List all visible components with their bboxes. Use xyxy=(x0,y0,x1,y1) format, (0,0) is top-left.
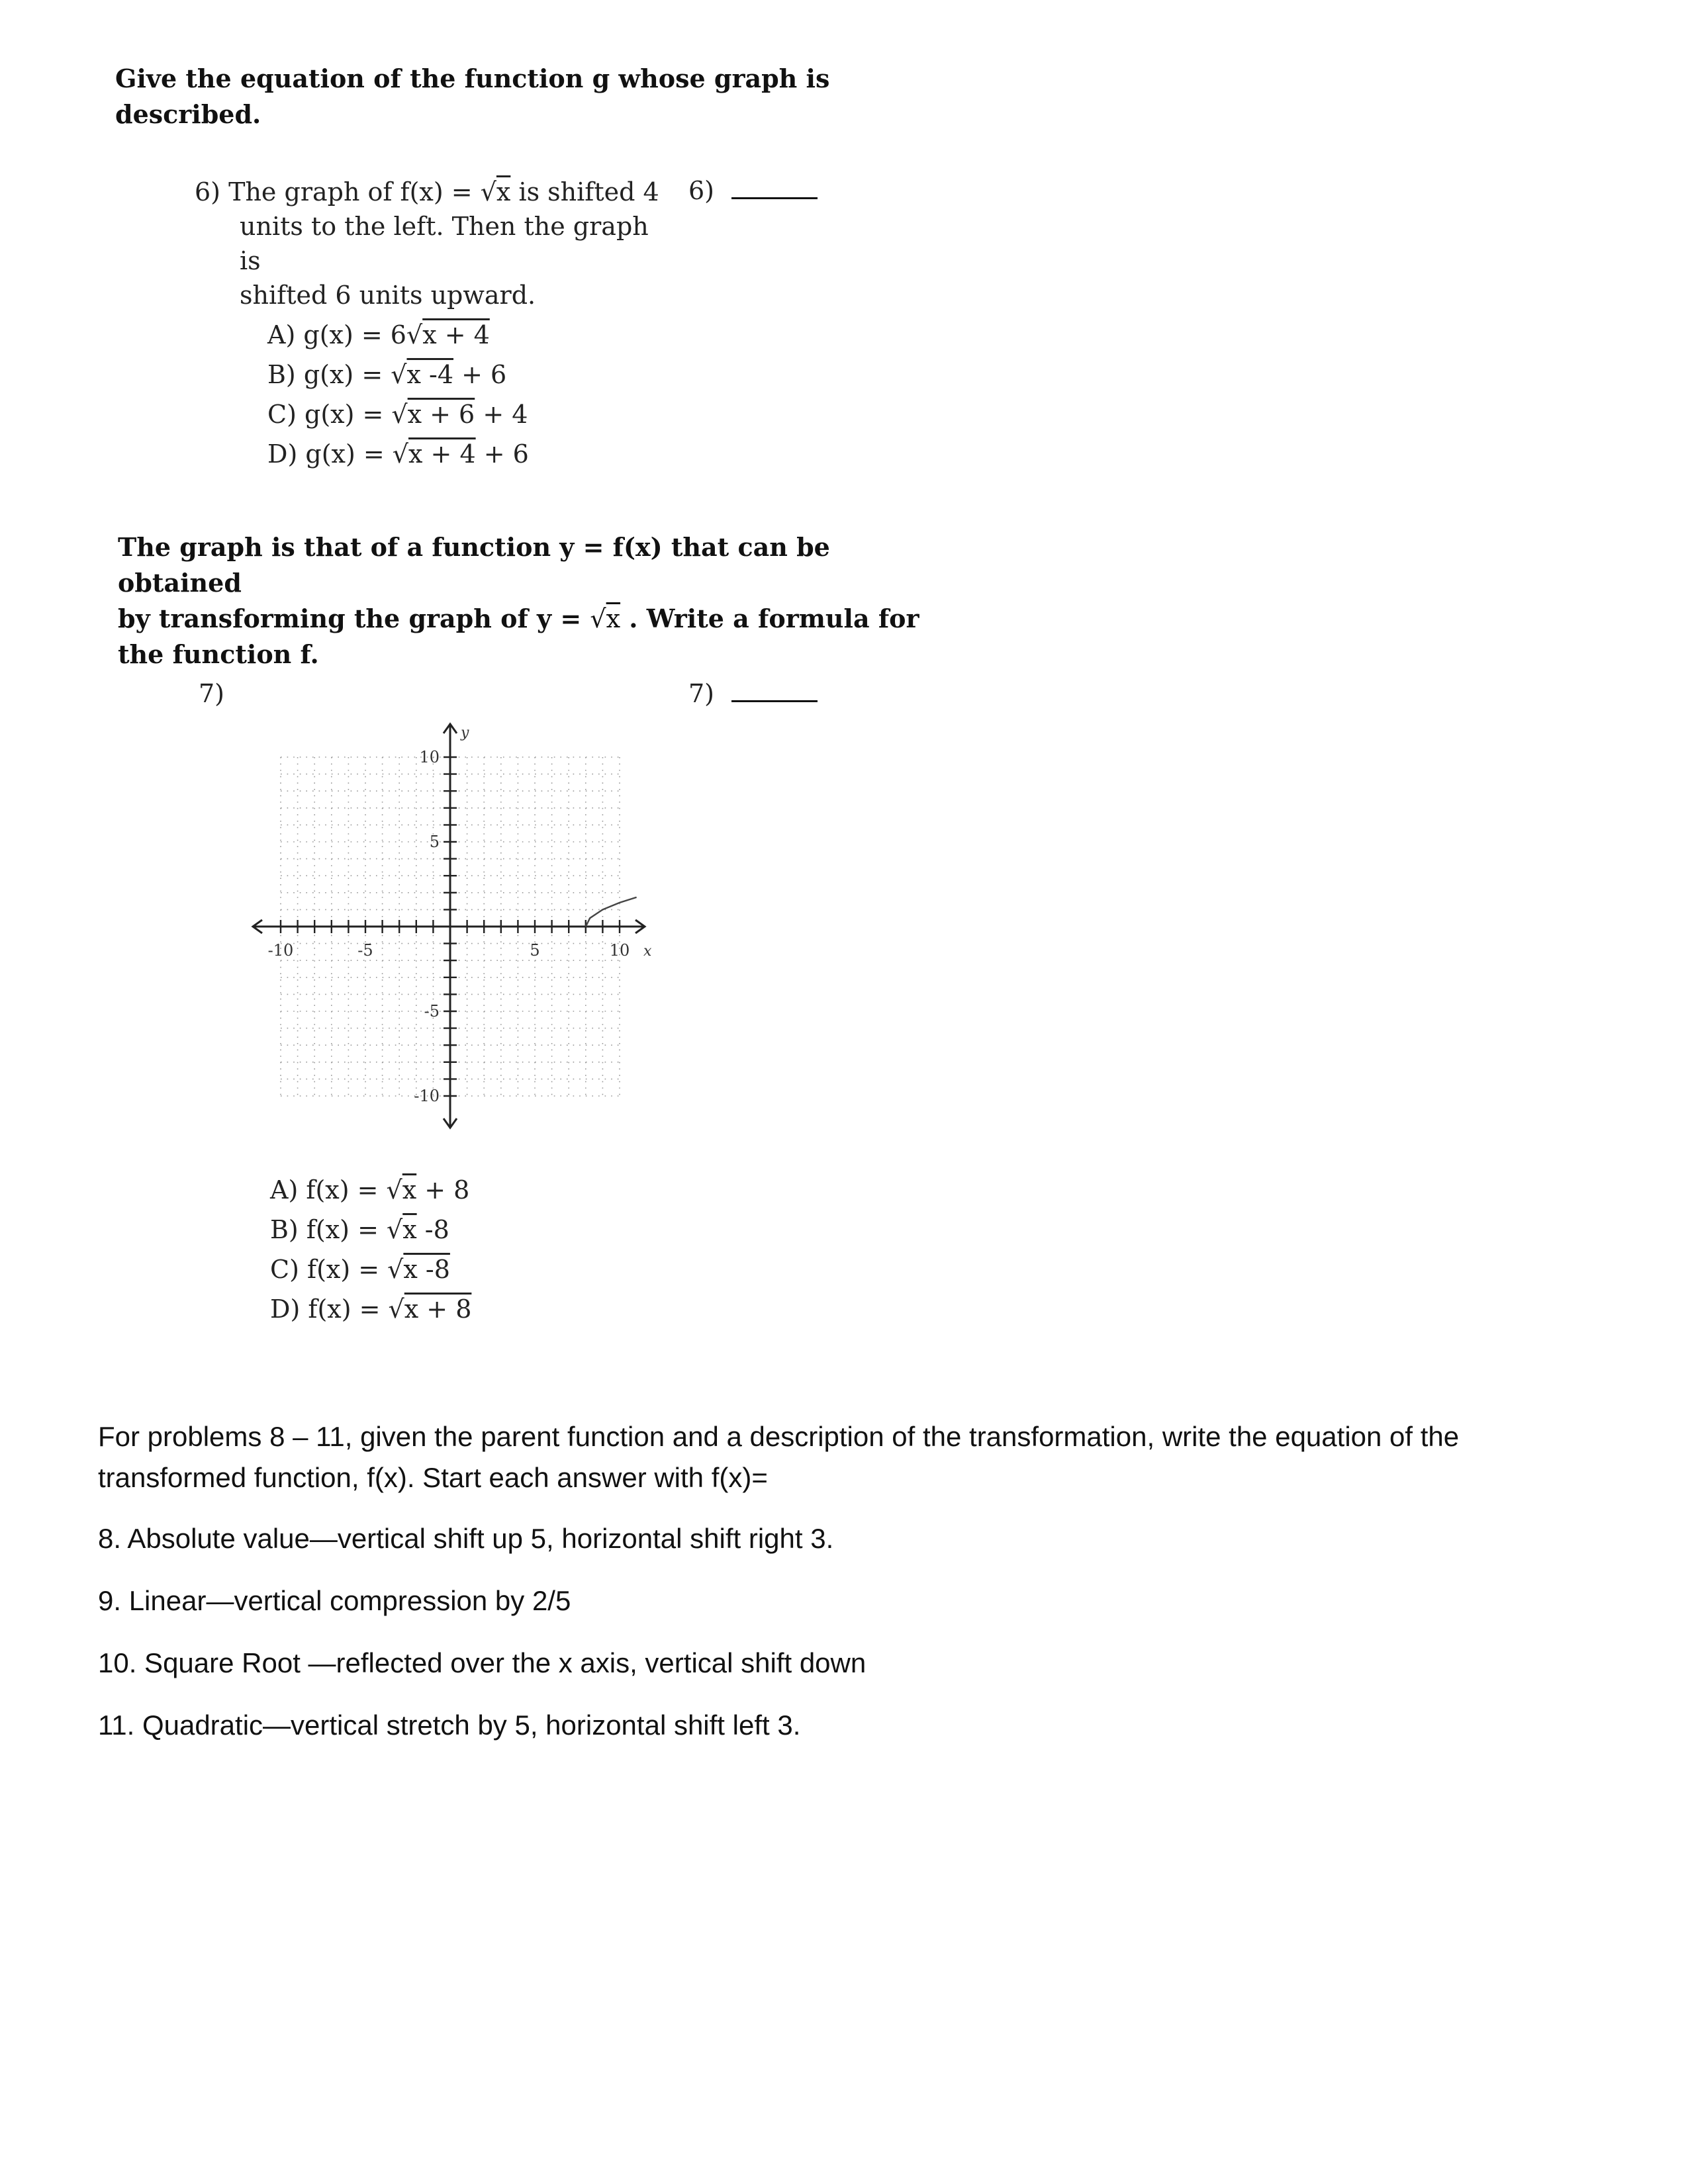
option-prefix: g(x) = 6 xyxy=(303,320,406,349)
q6-number: 6) xyxy=(195,177,221,206)
option-suffix: + 8 xyxy=(416,1175,470,1205)
option-radicand: x + 4 xyxy=(422,320,490,349)
option-letter: A) xyxy=(270,1175,299,1205)
x-axis-label: x xyxy=(643,943,652,960)
option-suffix: + 6 xyxy=(453,360,507,389)
sqrt-symbol: √ xyxy=(387,1215,403,1244)
q6-sqrt-symbol: √ xyxy=(480,177,496,206)
series-curve-sqrt xyxy=(586,897,637,927)
section2-line1: The graph is that of a function y = f(x) that can be obtained xyxy=(118,532,830,598)
sqrt-symbol: √ xyxy=(406,320,423,349)
option-prefix: f(x) = xyxy=(307,1255,388,1284)
option-letter: D) xyxy=(267,439,298,469)
q7-answer-label: 7) xyxy=(688,679,715,708)
problem-11: 11. Quadratic—vertical stretch by 5, horizontal shift left 3. xyxy=(98,1709,801,1741)
q6-radicand: x xyxy=(496,177,511,206)
sqrt-symbol: √ xyxy=(391,400,408,429)
section1-heading-line1: Give the equation of the function g whose graph is xyxy=(115,64,830,93)
q6-option-d[interactable] xyxy=(267,434,529,474)
q7-option-d[interactable] xyxy=(270,1289,471,1329)
option-letter: B) xyxy=(270,1215,299,1244)
q6-text-a: The graph of f(x) = xyxy=(228,177,481,206)
option-radicand: x -4 xyxy=(406,360,453,389)
option-letter: B) xyxy=(267,360,296,389)
q6-answer-blank[interactable] xyxy=(731,177,818,199)
graph-series xyxy=(586,897,637,927)
section2-line3: the function f. xyxy=(118,639,319,669)
y-tick-label: 5 xyxy=(429,833,440,851)
section3-intro-line2: transformed function, f(x). Start each answer with f(x)= xyxy=(98,1462,768,1493)
problem-10: 10. Square Root —reflected over the x axis, vertical shift down xyxy=(98,1647,867,1678)
option-suffix: + 4 xyxy=(475,400,528,429)
option-radicand: x -8 xyxy=(403,1255,450,1284)
option-letter: A) xyxy=(267,320,296,349)
sqrt-symbol: √ xyxy=(392,439,409,469)
sqrt-symbol: √ xyxy=(387,1255,404,1284)
q6-text-line2: units to the left. Then the graph is xyxy=(240,212,649,275)
q7-graph xyxy=(238,708,662,1132)
option-prefix: f(x) = xyxy=(308,1295,389,1324)
sqrt-symbol: √ xyxy=(386,1175,402,1205)
x-tick-label: 5 xyxy=(530,941,540,960)
option-radicand: x + 6 xyxy=(407,400,475,429)
option-suffix: -8 xyxy=(416,1215,449,1244)
q7-option-b[interactable] xyxy=(270,1210,471,1250)
sqrt-symbol: √ xyxy=(590,604,606,633)
option-radicand: x xyxy=(402,1175,417,1205)
q6-answer-slot xyxy=(688,176,818,205)
y-tick-label: -5 xyxy=(424,1002,440,1021)
q7-number: 7) xyxy=(199,679,225,708)
q7-options xyxy=(270,1170,471,1329)
option-letter: D) xyxy=(270,1295,301,1324)
option-radicand: x + 8 xyxy=(404,1295,472,1324)
q7-answer-slot xyxy=(688,679,818,708)
option-letter: C) xyxy=(270,1255,299,1284)
option-prefix: f(x) = xyxy=(306,1215,387,1244)
option-prefix: g(x) = xyxy=(305,439,393,469)
section3-intro-line1: For problems 8 – 11, given the parent function and a description of the transformation, write the equation of the xyxy=(98,1421,1460,1452)
q6-text-line3: shifted 6 units upward. xyxy=(240,281,536,310)
x-tick-label: -5 xyxy=(357,941,373,960)
section3 xyxy=(98,1416,1620,1746)
q7-option-a[interactable] xyxy=(270,1170,471,1210)
option-radicand: x xyxy=(402,1215,417,1244)
option-prefix: g(x) = xyxy=(305,400,392,429)
sqrt-symbol: √ xyxy=(391,360,407,389)
q6-options xyxy=(267,315,529,474)
section2-heading xyxy=(118,529,919,672)
option-prefix: g(x) = xyxy=(303,360,391,389)
q6-option-c[interactable] xyxy=(267,394,529,434)
q6-text-b: is shifted 4 xyxy=(518,177,659,206)
option-letter: C) xyxy=(267,400,297,429)
problem-8: 8. Absolute value—vertical shift up 5, horizontal shift right 3. xyxy=(98,1523,834,1554)
sqrt-symbol: √ xyxy=(388,1295,404,1324)
section1-heading-line2: described. xyxy=(115,99,261,129)
q6-option-b[interactable] xyxy=(267,355,529,394)
y-tick-label: -10 xyxy=(414,1087,440,1105)
option-prefix: f(x) = xyxy=(306,1175,387,1205)
section1-heading xyxy=(115,61,829,132)
option-radicand: x + 4 xyxy=(408,439,476,469)
y-tick-label: 10 xyxy=(419,748,440,766)
x-tick-label: -10 xyxy=(267,941,294,960)
section2-line2-a: by transforming the graph of y = xyxy=(118,604,590,633)
option-suffix: + 6 xyxy=(475,439,529,469)
x-tick-label: 10 xyxy=(609,941,630,960)
section2-line2-b: . Write a formula for xyxy=(620,604,919,633)
q6-option-a[interactable] xyxy=(267,315,529,355)
q6-answer-label: 6) xyxy=(688,176,715,205)
problem-9: 9. Linear—vertical compression by 2/5 xyxy=(98,1585,571,1616)
section2-radicand: x xyxy=(606,604,621,633)
q7-answer-blank[interactable] xyxy=(731,680,818,702)
y-axis-label: y xyxy=(461,725,469,741)
question-6 xyxy=(195,175,671,312)
q7-option-c[interactable] xyxy=(270,1250,471,1289)
